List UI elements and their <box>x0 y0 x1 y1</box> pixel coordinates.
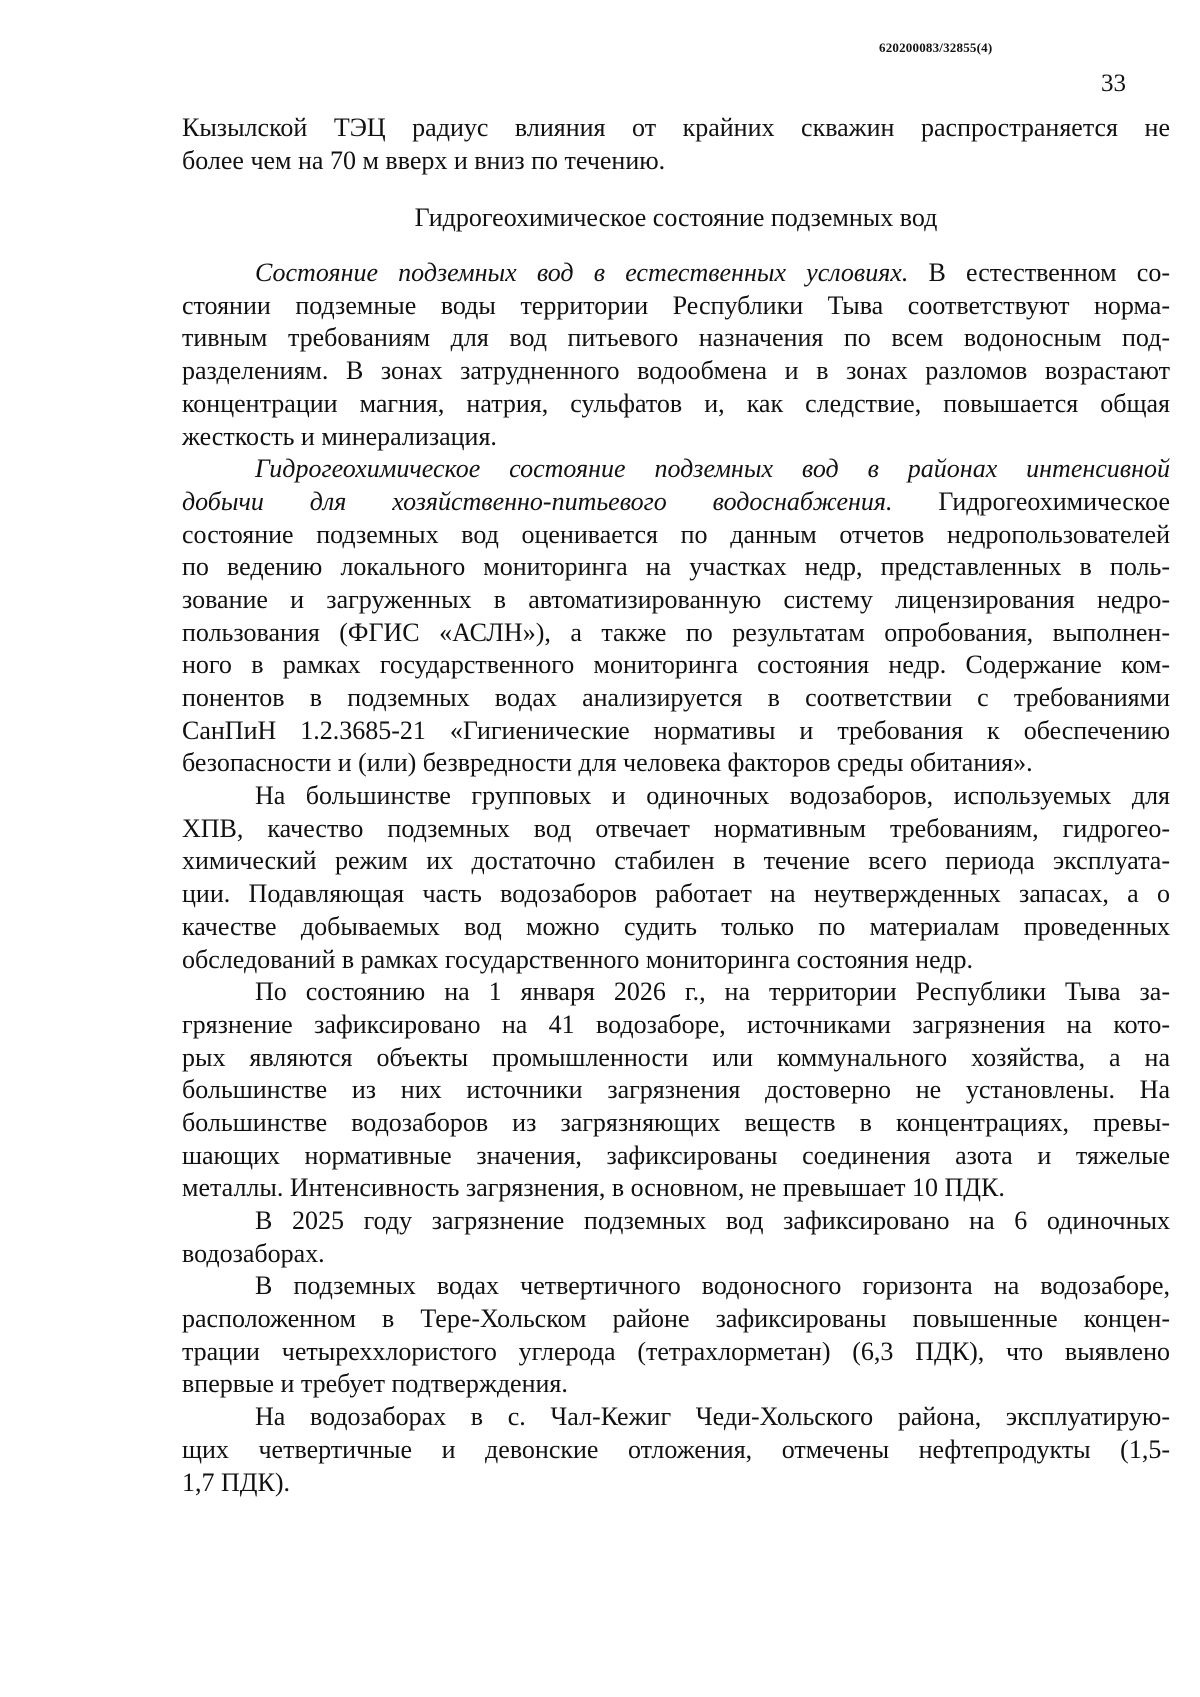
paragraph-line <box>182 486 1170 519</box>
text-line: большинстве водозаборов из загрязняющих веществ в концентрациях, превы- <box>182 1107 1170 1137</box>
text-segment: Гидрогеохимическое <box>892 486 1170 516</box>
text-line: В подземных водах четвертичного водоносного горизонта на водозаборе, <box>255 1271 1170 1301</box>
text-line: На большинстве групповых и одиночных водозаборов, используемых для <box>255 781 1170 811</box>
text-line: понентов в подземных водах анализируется в соответствии с требованиями <box>182 683 1170 712</box>
text-line: ного в рамках государственного мониторинга состояния недр. Содержание ком- <box>182 650 1170 680</box>
paragraph-first-line <box>182 257 1170 290</box>
text-line: состояние подземных вод оценивается по данным отчетов недропользователей <box>182 519 1170 549</box>
text-line: На водозаборах в с. Чал-Кежиг Чеди-Хольского района, эксплуатирую- <box>255 1402 1170 1432</box>
italic-subheading: Состояние подземных вод в естественных условиях. <box>255 258 909 288</box>
text-line: зование и загруженных в автоматизированную систему лицензирования недро- <box>182 584 1170 614</box>
text-line: по ведению локального мониторинга на участках недр, представленных в поль- <box>182 552 1170 582</box>
italic-subheading: Гидрогеохимическое состояние подземных вод в районах интенсивной <box>255 454 1170 484</box>
section-heading: Гидрогеохимическое состояние подземных вод <box>414 203 938 233</box>
text-segment: В естественном со- <box>908 258 1170 288</box>
text-line: разделениям. В зонах затрудненного водообмена и в зонах разломов возрастают <box>182 356 1170 386</box>
text-line: рых являются объекты промышленности или коммунального хозяйства, а на <box>182 1042 1170 1072</box>
text-line: щих четвертичные и девонские отложения, отмечены нефтепродукты (1,5- <box>182 1434 1170 1464</box>
text-line: В 2025 году загрязнение подземных вод зафиксировано на 6 одиночных <box>255 1206 1170 1235</box>
text-line: концентрации магния, натрия, сульфатов и, как следствие, повышается общая <box>182 388 1170 418</box>
text-line: ции. Подавляющая часть водозаборов работает на неутвержденных запасах, а о <box>182 879 1170 909</box>
text-line: По состоянию на 1 января 2026 г., на территории Республики Тыва за- <box>255 977 1170 1007</box>
text-line: более чем на 70 м вверх и вниз по течению. <box>182 145 666 175</box>
text-line: ХПВ, качество подземных вод отвечает нормативным требованиям, гидрогео- <box>182 813 1170 843</box>
text-line: грязнение зафиксировано на 41 водозаборе, источниками загрязнения на кото- <box>182 1009 1170 1039</box>
page-number: 33 <box>1101 70 1126 97</box>
text-line: тивным требованиям для вод питьевого назначения по всем водоносным под- <box>182 323 1170 353</box>
text-line: безопасности и (или) безвредности для человека факторов среды обитания». <box>182 748 1033 778</box>
text-line: химический режим их достаточно стабилен в течение всего периода эксплуата- <box>182 846 1170 876</box>
text-line: расположенном в Тере-Хольском районе зафиксированы повышенные концен- <box>182 1304 1170 1334</box>
text-line: стоянии подземные воды территории Республики Тыва соответствуют норма- <box>182 290 1170 320</box>
text-line: пользования (ФГИС «АСЛН»), а также по результатам опробования, выполнен- <box>182 617 1170 647</box>
document-id: 620200083/32855(4) <box>879 40 993 55</box>
text-line: СанПиН 1.2.3685-21 «Гигиенические нормативы и требования к обеспечению <box>182 715 1170 745</box>
document-body <box>182 112 1170 1499</box>
text-line: большинстве из них источники загрязнения достоверно не установлены. На <box>182 1075 1170 1105</box>
text-line: впервые и требует подтверждения. <box>182 1369 568 1399</box>
italic-subheading: добычи для хозяйственно-питьевого водоснабжения. <box>182 486 893 516</box>
text-line: шающих нормативные значения, зафиксированы соединения азота и тяжелые <box>182 1140 1170 1170</box>
text-line: трации четыреххлористого углерода (тетрахлорметан) (6,3 ПДК), что выявлено <box>182 1336 1170 1366</box>
text-line: металлы. Интенсивность загрязнения, в основном, не превышает 10 ПДК. <box>182 1173 1005 1203</box>
text-line: 1,7 ПДК). <box>182 1467 291 1497</box>
text-line: водозаборах. <box>182 1238 325 1268</box>
text-line: обследований в рамках государственного мониторинга состояния недр. <box>182 944 974 974</box>
text-line: качестве добываемых вод можно судить только по материалам проведенных <box>182 911 1170 941</box>
text-line: Кызылской ТЭЦ радиус влияния от крайних скважин распространяется не <box>182 113 1170 142</box>
text-line: жесткость и минерализация. <box>182 421 497 451</box>
